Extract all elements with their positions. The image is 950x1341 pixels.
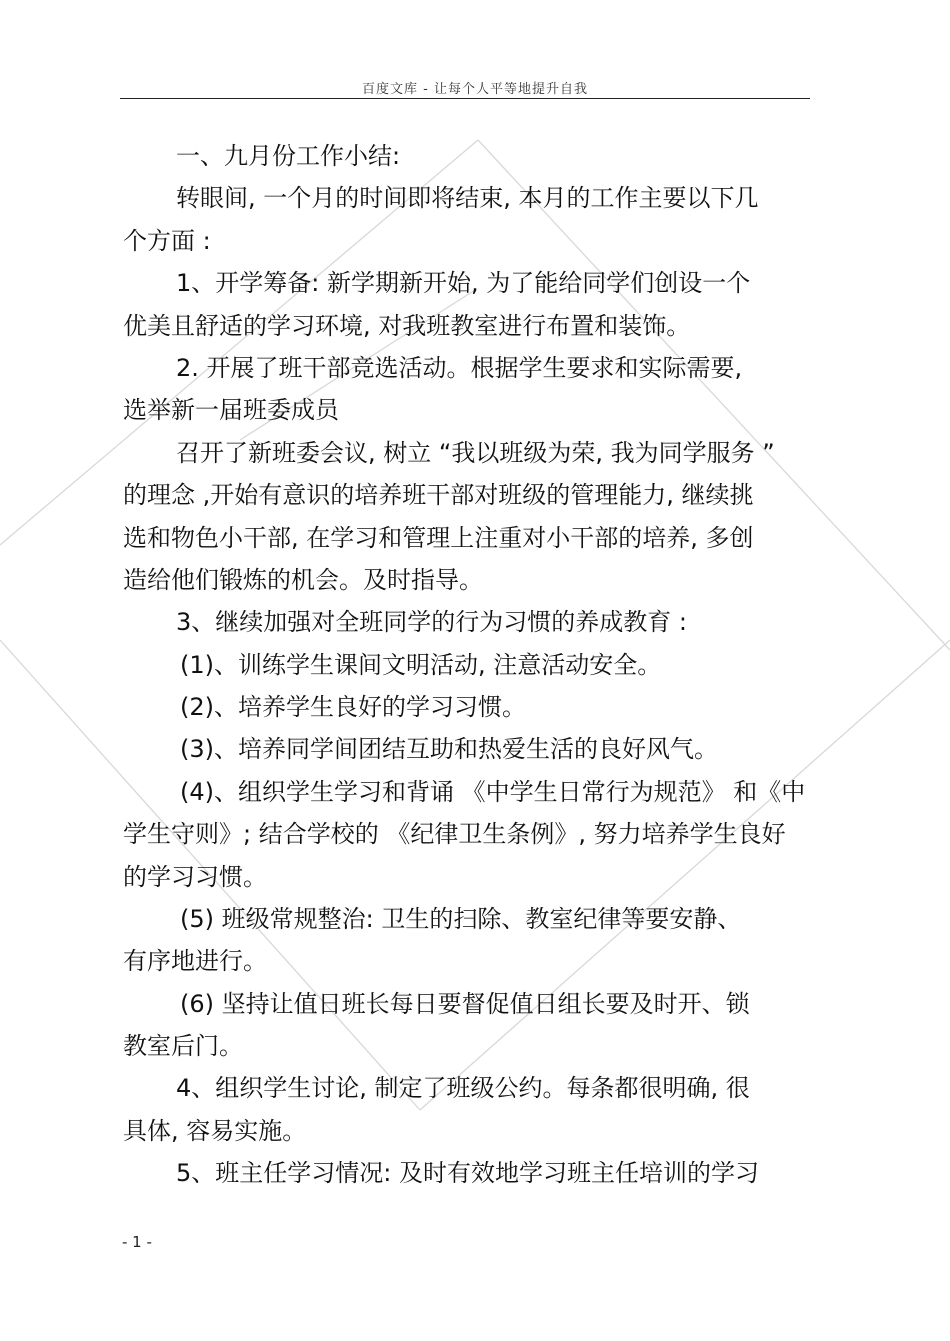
body-line: 的学习习惯。: [123, 863, 267, 891]
body-line: 3、继续加强对全班同学的行为习惯的养成教育 :: [176, 608, 687, 636]
body-line: 造给他们锻炼的机会。及时指导。: [123, 566, 483, 594]
body-line: 个方面 :: [123, 227, 211, 255]
body-line: 优美且舒适的学习环境, 对我班教室进行布置和装饰。: [123, 312, 691, 340]
body-line: 具体, 容易实施。: [123, 1117, 307, 1145]
body-line: (1)、训练学生课间文明活动, 注意活动安全。: [180, 651, 662, 679]
body-line: (4)、组织学生学习和背诵 《中学生日常行为规范》 和《中: [180, 778, 806, 806]
body-line: 5、班主任学习情况: 及时有效地学习班主任培训的学习: [176, 1159, 759, 1187]
body-line: 召开了新班委会议, 树立 “我以班级为荣, 我为同学服务 ”: [176, 439, 775, 467]
body-line: 选和物色小干部, 在学习和管理上注重对小干部的培养, 多创: [123, 524, 754, 552]
body-line: 学生守则》; 结合学校的 《纪律卫生条例》, 努力培养学生良好: [123, 820, 786, 848]
body-line: (5) 班级常规整治: 卫生的扫除、教室纪律等要安静、: [180, 905, 742, 933]
body-line: 选举新一届班委成员: [123, 396, 339, 424]
page-number: - 1 -: [122, 1233, 152, 1251]
header-divider: [120, 98, 810, 99]
body-line: 4、组织学生讨论, 制定了班级公约。每条都很明确, 很: [176, 1074, 750, 1102]
body-line: 一、九月份工作小结:: [176, 142, 401, 170]
body-line: 1、开学筹备: 新学期新开始, 为了能给同学们创设一个: [176, 269, 751, 297]
body-line: 转眼间, 一个月的时间即将结束, 本月的工作主要以下几: [176, 184, 759, 212]
body-line: 教室后门。: [123, 1032, 243, 1060]
header-title: 百度文库 - 让每个人平等地提升自我: [362, 82, 588, 97]
body-line: 的理念 ,开始有意识的培养班干部对班级的管理能力, 继续挑: [123, 481, 754, 509]
body-line: 2. 开展了班干部竞选活动。根据学生要求和实际需要,: [176, 354, 743, 382]
body-line: (3)、培养同学间团结互助和热爱生活的良好风气。: [180, 735, 718, 763]
body-line: (6) 坚持让值日班长每日要督促值日组长要及时开、锁: [180, 990, 750, 1018]
body-line: 有序地进行。: [123, 947, 267, 975]
body-line: (2)、培养学生良好的学习习惯。: [180, 693, 526, 721]
